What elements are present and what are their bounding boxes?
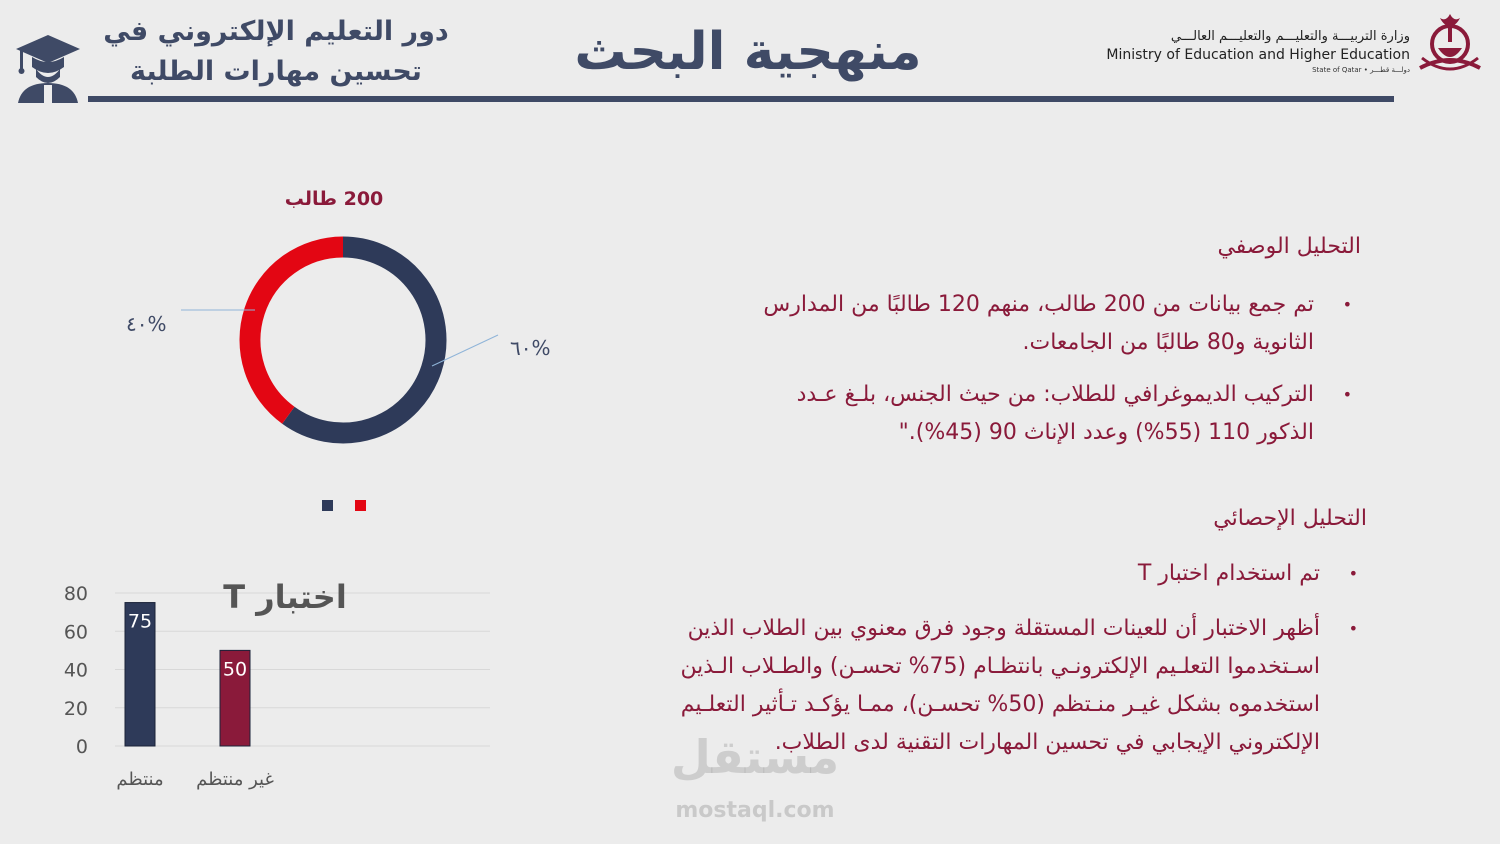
ministry-name-en: Ministry of Education and Higher Education bbox=[1106, 47, 1410, 63]
statistical-bullet-1 bbox=[1137, 555, 1358, 593]
bar-chart-title: اختبار T bbox=[223, 578, 347, 616]
x-category-label: غير منتظم bbox=[196, 769, 274, 790]
bullet-symbol: • bbox=[1348, 619, 1358, 638]
descriptive-bullet-1 bbox=[763, 286, 1352, 362]
bullet-symbol: • bbox=[1348, 564, 1358, 583]
statistical-bullet-1-text: تم استخدام اختبار T bbox=[1137, 561, 1320, 586]
descriptive-bullet-2-line1: التركيب الديموغرافي للطلاب: من حيث الجنس، بلـغ عـدد bbox=[796, 382, 1314, 407]
statistical-bullet-2-line3: استخدموه بشكل غيـر منـتظم (50% تحسـن)، ممـا يؤكـد تـأثير التعلـيم bbox=[680, 692, 1320, 717]
statistical-bullet-2-line4: الإلكتروني الإيجابي في تحسين المهارات التقنية لدى الطلاب. bbox=[774, 730, 1320, 755]
statistical-heading: التحليل الإحصائي bbox=[1213, 506, 1367, 531]
y-tick-80: 80 bbox=[63, 583, 88, 605]
y-tick-0: 0 bbox=[75, 736, 88, 758]
donut-chart bbox=[100, 220, 600, 520]
donut-slice-60 bbox=[288, 247, 436, 433]
topic-title bbox=[86, 12, 466, 92]
x-category-label: منتظم bbox=[116, 769, 164, 790]
legend-swatch-60 bbox=[322, 500, 333, 511]
graduate-cap-icon bbox=[14, 33, 82, 103]
bar-data-label: 50 bbox=[222, 658, 248, 681]
statistical-bullet-2-line1: أظهر الاختبار أن للعينات المستقلة وجود فرق معنوي بين الطلاب الذين bbox=[687, 616, 1320, 641]
qatar-emblem-icon bbox=[1414, 8, 1486, 84]
descriptive-heading: التحليل الوصفي bbox=[1217, 234, 1361, 259]
donut-chart-title: 200 طالب bbox=[284, 188, 384, 210]
donut-label-60: %٦٠ bbox=[510, 336, 551, 360]
bar-data-label: 75 bbox=[127, 610, 153, 633]
donut-label-40: %٤٠ bbox=[126, 312, 167, 336]
y-tick-60: 60 bbox=[63, 621, 88, 644]
statistical-bullet-2-line2: اسـتخدموا التعلـيم الإلكترونـي بانتظـام (75% تحسـن) والطـلاب الـذين bbox=[680, 654, 1320, 679]
bullet-symbol: • bbox=[1342, 385, 1352, 404]
bullet-symbol: • bbox=[1342, 295, 1352, 314]
legend-swatch-40 bbox=[355, 500, 366, 511]
watermark-arabic: مستقل bbox=[670, 730, 840, 784]
y-tick-20: 20 bbox=[63, 697, 88, 720]
descriptive-bullet-1-line2: الثانوية و80 طالبًا من الجامعات. bbox=[1022, 330, 1314, 355]
topic-title-line1: دور التعليم الإلكتروني في bbox=[103, 16, 449, 47]
topic-title-line2: تحسين مهارات الطلبة bbox=[130, 56, 422, 87]
descriptive-bullet-1-line1: تم جمع بيانات من 200 طالب، منهم 120 طالبًا من المدارس bbox=[763, 292, 1314, 317]
watermark-english: mostaql.com bbox=[675, 798, 835, 823]
ministry-logo-text bbox=[1100, 28, 1410, 76]
donut-slice-40 bbox=[250, 247, 343, 415]
header-divider bbox=[88, 96, 1394, 102]
ministry-state: State of Qatar • دولـــة قطـــر bbox=[1312, 66, 1410, 74]
page-title: منهجية البحث bbox=[574, 22, 922, 82]
y-tick-40: 40 bbox=[63, 659, 88, 682]
descriptive-bullet-2-line2: الذكور 110 (55%) وعدد الإناث 90 (45%)." bbox=[898, 420, 1314, 445]
descriptive-bullet-2 bbox=[796, 376, 1352, 452]
ministry-name-ar: وزارة التربيـــة والتعليـــم والتعليـــم العالـــي bbox=[1170, 29, 1410, 44]
